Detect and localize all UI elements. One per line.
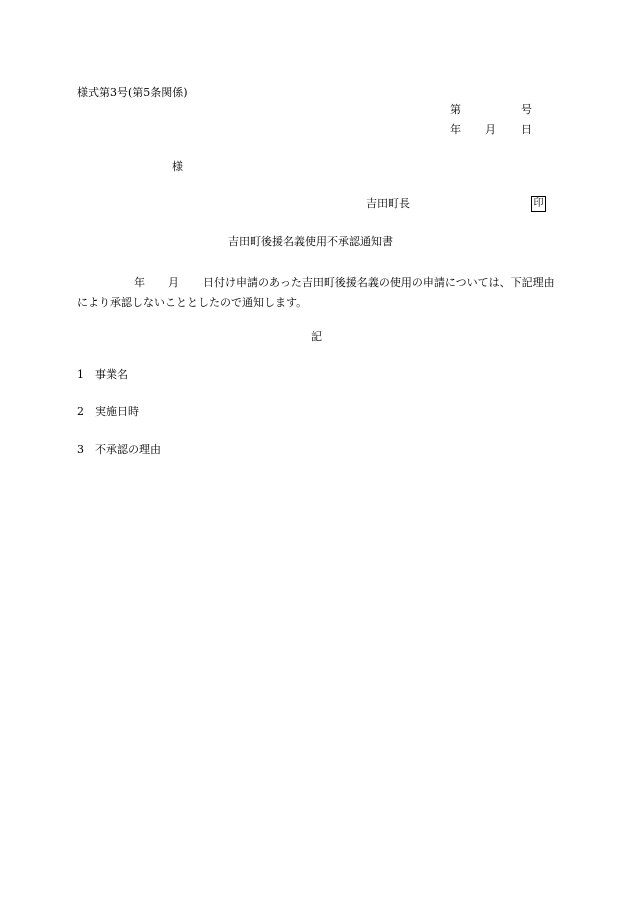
item-1-number: 1 <box>77 368 84 381</box>
addressee-honorific: 様 <box>172 160 183 173</box>
document-title: 吉田町後援名義使用不承認通知書 <box>228 235 393 248</box>
number-prefix: 第 <box>450 103 461 116</box>
seal-mark: 印 <box>531 196 546 212</box>
sender-title: 吉田町長 <box>366 197 410 210</box>
ki-heading: 記 <box>311 330 322 343</box>
form-label: 様式第3号(第5条関係) <box>77 86 188 99</box>
body-month: 月 <box>168 276 179 289</box>
date-month: 月 <box>485 123 496 136</box>
item-3-label: 不承認の理由 <box>95 443 161 456</box>
item-1-label: 事業名 <box>95 368 128 381</box>
date-year: 年 <box>450 123 461 136</box>
item-2-label: 実施日時 <box>95 405 139 418</box>
date-day: 日 <box>521 123 532 136</box>
item-2-number: 2 <box>77 405 84 418</box>
item-3-number: 3 <box>77 443 84 456</box>
body-text: 日付け申請のあった吉田町後援名義の使用の申請については、下記理由により承認しないこととしたので通知します。 <box>77 276 555 309</box>
body-paragraph <box>77 273 557 313</box>
number-suffix: 号 <box>521 103 532 116</box>
body-year: 年 <box>134 276 145 289</box>
